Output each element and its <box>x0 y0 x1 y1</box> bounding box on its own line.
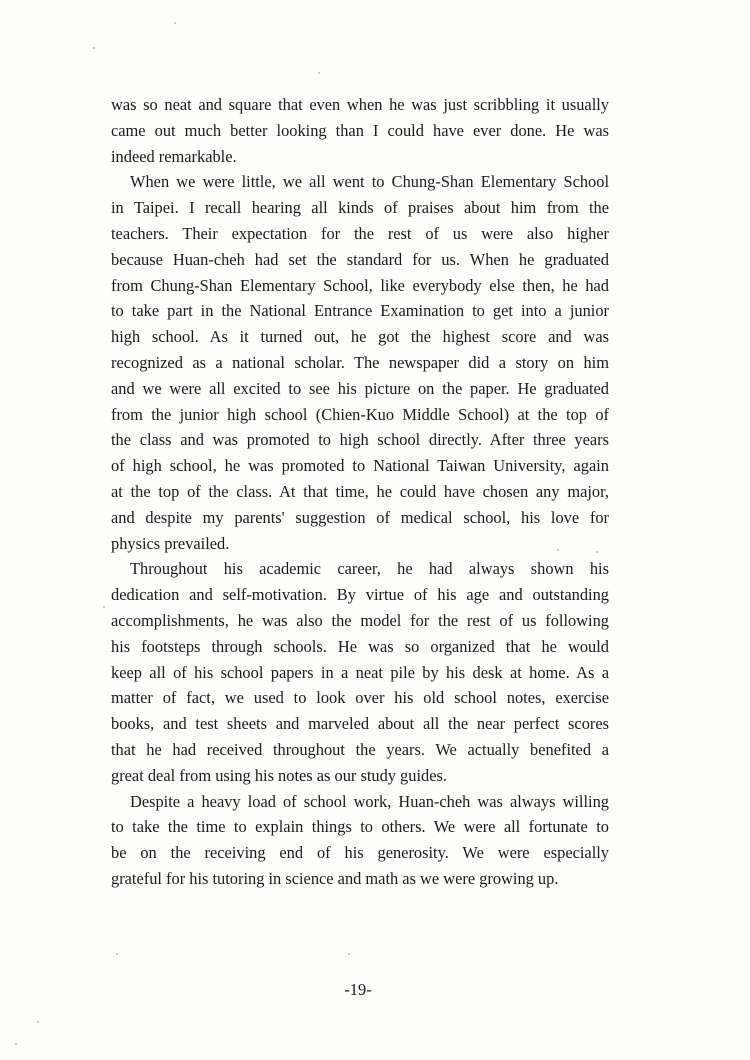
text-line: indeed remarkable. <box>111 146 237 166</box>
scan-speck <box>174 22 176 24</box>
scan-speck <box>103 606 105 608</box>
scan-speck <box>93 47 95 49</box>
text-line: be on the receiving end of his generosity. We were especially <box>111 843 609 863</box>
scan-speck <box>348 953 350 955</box>
scan-speck <box>15 1043 17 1045</box>
text-line: When we were little, we all went to Chung-Shan Elementary School <box>130 172 609 192</box>
text-line: from the junior high school (Chien-Kuo Middle School) at the top of <box>111 404 609 424</box>
page-number: -19- <box>344 980 372 999</box>
text-line: keep all of his school papers in a neat pile by his desk at home. As a <box>111 662 609 682</box>
paragraph <box>111 92 609 169</box>
text-line: to take the time to explain things to others. We were all fortunate to <box>111 817 609 837</box>
text-line: teachers. Their expectation for the rest of us were also higher <box>111 223 609 243</box>
text-line: of high school, he was promoted to National Taiwan University, again <box>111 456 609 476</box>
text-line: great deal from using his notes as our study guides. <box>111 765 447 785</box>
text-line: books, and test sheets and marveled about all the near perfect scores <box>111 714 609 734</box>
scan-speck <box>37 1021 39 1023</box>
text-line: recognized as a national scholar. The newspaper did a story on him <box>111 352 609 372</box>
text-line: at the top of the class. At that time, he could have chosen any major, <box>111 481 609 501</box>
scan-speck <box>116 953 118 955</box>
text-line: came out much better looking than I could have ever done. He was <box>111 120 609 140</box>
text-line: Throughout his academic career, he had always shown his <box>130 559 609 579</box>
text-line: to take part in the National Entrance Examination to get into a junior <box>111 301 609 321</box>
text-line: physics prevailed. <box>111 533 230 553</box>
text-line: dedication and self-motivation. By virtue of his age and outstanding <box>111 585 609 605</box>
paragraph <box>111 789 609 892</box>
scan-speck <box>318 72 320 74</box>
text-line: the class and was promoted to high school directly. After three years <box>111 430 609 450</box>
text-line: Despite a heavy load of school work, Huan-cheh was always willing <box>130 791 609 811</box>
text-line: and we were all excited to see his picture on the paper. He graduated <box>111 378 609 398</box>
paragraph <box>111 169 609 556</box>
text-line: was so neat and square that even when he was just scribbling it usually <box>111 95 609 114</box>
text-line: in Taipei. I recall hearing all kinds of praises about him from the <box>111 198 609 218</box>
text-line: that he had received throughout the years. We actually benefited a <box>111 739 609 759</box>
text-line: accomplishments, he was also the model for the rest of us following <box>111 610 609 630</box>
text-line: grateful for his tutoring in science and math as we were growing up. <box>111 868 559 888</box>
scan-speck <box>557 549 559 551</box>
text-line: because Huan-cheh had set the standard for us. When he graduated <box>111 249 609 269</box>
text-line: from Chung-Shan Elementary School, like everybody else then, he had <box>111 275 609 295</box>
paragraph <box>111 556 609 788</box>
text-line: high school. As it turned out, he got the highest score and was <box>111 327 609 347</box>
scan-speck <box>596 551 598 553</box>
body-text <box>111 92 609 892</box>
text-line: matter of fact, we used to look over his old school notes, exercise <box>111 688 609 708</box>
text-line: his footsteps through schools. He was so organized that he would <box>111 636 609 656</box>
text-line: and despite my parents' suggestion of medical school, his love for <box>111 507 609 527</box>
